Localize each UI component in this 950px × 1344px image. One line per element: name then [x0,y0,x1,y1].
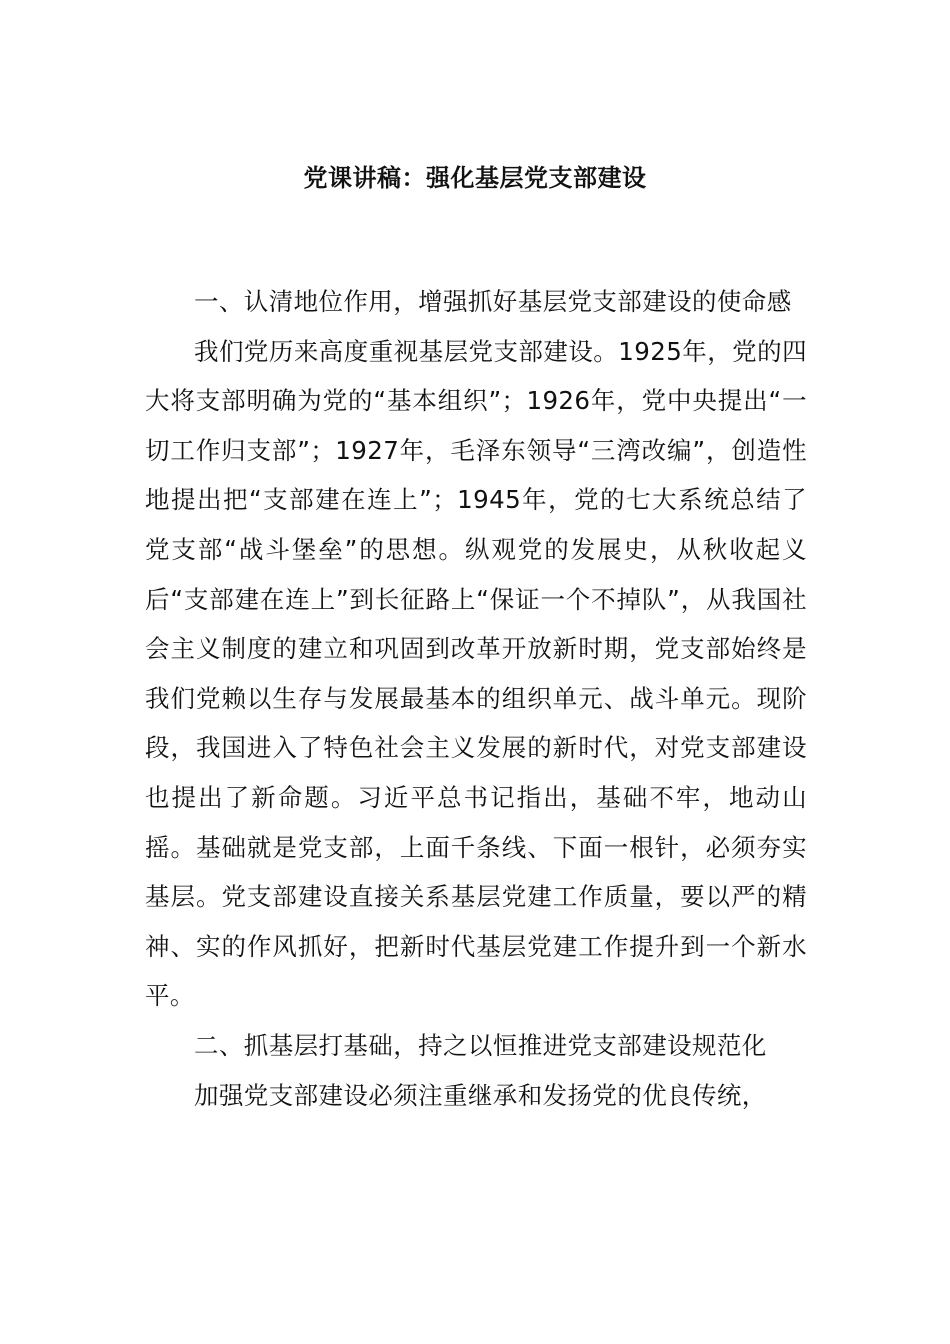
body-paragraph-1: 我们党历来高度重视基层党支部建设。1925年，党的四大将支部明确为党的“基本组织”；1926年，党中央提出“一切工作归支部”；1927年，毛泽东领导“三湾改编”，创造性地提出把“支部建在连上”；1945年，党的七大系统总结了党支部“战斗堡垒”的思想。纵观党的发展史，从秋收起义后“支部建在连上”到长征路上“保证一个不掉队”，从我国社会主义制度的建立和巩固到改革开放新时期，党支部始终是我们党赖以生存与发展最基本的组织单元、战斗单元。现阶段，我国进入了特色社会主义发展的新时代，对党支部建设也提出了新命题。习近平总书记指出，基础不牢，地动山摇。基础就是党支部，上面千条线、下面一根针，必须夯实基层。党支部建设直接关系基层党建工作质量，要以严的精神、实的作风抓好，把新时代基层党建工作提升到一个新水平。 [145,336,807,1011]
document-title: 党课讲稿：强化基层党支部建设 [303,164,647,192]
document-body [145,277,807,1120]
body-paragraph-2: 加强党支部建设必须注重继承和发扬党的优良传统， [194,1080,767,1110]
section-heading-1: 一、认清地位作用，增强抓好基层党支部建设的使命感 [194,287,792,316]
section-heading-2: 二、抓基层打基础，持之以恒推进党支部建设规范化 [194,1030,767,1060]
